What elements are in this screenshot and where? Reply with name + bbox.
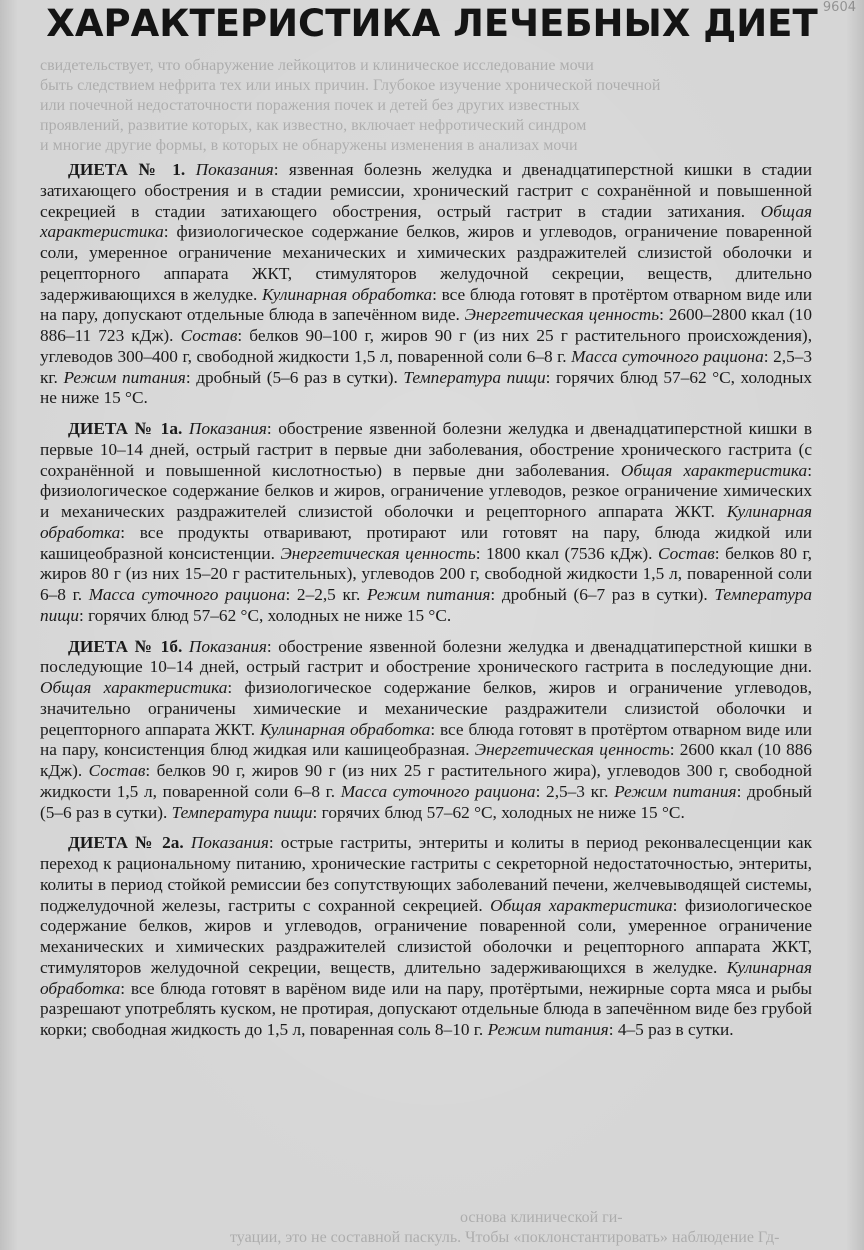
diet-2a-title: ДИЕТА № 2а. [68, 833, 184, 853]
diet-1a-characteristics: физиологическое содержание белков и жиров, ограничение углеводов, резкое ограничение химических и механических раздражителей слизистой оболочки и рецепторного аппарата ЖКТ. [40, 481, 812, 521]
diet-2a-regime-label: Режим питания [487, 1020, 609, 1039]
diet-1b-characteristics: физиологическое содержание белков, жиров и ограничение углеводов, значительно ограничены химические и механические раздражители слизистой оболочки и рецепторного аппарата ЖКТ. [40, 678, 812, 739]
diet-list [40, 160, 812, 1051]
diet-1b-energy-label: Энергетическая ценность [474, 740, 670, 760]
diet-1-cooking-label: Кулинарная обработка [262, 284, 433, 304]
diet-1-indications-label: Показания [195, 160, 274, 179]
bleed-line: или почечной недостаточности поражения почек и детей без других известных [40, 97, 580, 114]
diet-1-energy-label: Энергетическая ценность [464, 305, 660, 325]
diet-1-mass: 2,5–3 кг. [40, 346, 812, 387]
diet-1b-regime-label: Режим питания [614, 781, 737, 801]
diet-1b-mass: 2,5–3 кг. [546, 781, 609, 801]
diet-1b-composition-label: Состав [88, 761, 146, 780]
diet-1b-indications: обострение язвенной болезни желудка и двенадцатиперстной кишки в последующие 10–14 дней, острый гастрит и обострение хронического гастрита в последующие дни. [40, 636, 812, 677]
diet-1a-regime-label: Режим питания [366, 585, 491, 604]
page-corner-mark: 9604 [822, 0, 856, 15]
bleed-line: и многие другие формы, в которых не обнаружены изменения в анализах мочи [40, 137, 578, 154]
diet-1-title: ДИЕТА № 1. [68, 160, 186, 179]
diet-1-temperature: горячих блюд 57–62 °С, холодных не ниже 15 °С. [40, 367, 812, 408]
bleed-line: основа клинической ги- [460, 1209, 623, 1226]
diet-1b-paragraph: ДИЕТА № 1б. Показания: обострение язвенной болезни желудка и двенадцатиперстной кишки в последующие 10–14 дней, острый гастрит и обострение хронического гастрита в последующие дни. Общая характеристика: физиологическое содержание белков, жиров и ограничение углеводов, значительно ограничены химические и механические раздражители слизистой оболочки и рецепторного аппарата ЖКТ. Кулинарная обработка: все блюда готовят в протёртом отварном виде или на пару, консистенция блюд жидкая или кашицеобразная. Энергетическая ценность: 2600 ккал (10 886 кДж). Состав: белков 90 г, жиров 90 г (из них 25 г растительного жира), углеводов 300 г, свободной жидкости 1,5 л, поваренной соли 6–8 г. Масса суточного рациона: 2,5–3 кг. Режим питания: дробный (5–6 раз в сутки). Температура пищи: горячих блюд 57–62 °С, холодных не ниже 15 °С. [40, 636, 813, 822]
diet-1a-indications: обострение язвенной болезни желудка и двенадцатиперстной кишки в первые 10–14 дней, острый гастрит в первые дни заболевания, обострение хронического гастрита (с сохранённой и повышенной кислотностью) в первые дни заболевания. [40, 419, 812, 480]
diet-1-composition-label: Состав [180, 326, 238, 345]
diet-1b-temperature-label: Температура пищи [171, 802, 313, 822]
diet-1-temperature-label: Температура пищи [403, 367, 546, 387]
diet-2a-indications-label: Показания [190, 833, 269, 853]
diet-1-characteristics-label: Общая характеристика [40, 201, 812, 242]
bleed-through-text-bottom [40, 1208, 830, 1248]
diet-2a-characteristics: физиологическое содержание белков, жиров и углеводов, ограничение поваренной соли, умеренное ограничение механических и химических раздражителей слизистой оболочки и рецепторного аппарата ЖКТ, стимуляторов желудочной секреции, веществ, длительно задерживающихся в желудке. [40, 895, 812, 977]
diet-2a-characteristics-label: Общая характеристика [490, 895, 673, 915]
diet-1a-characteristics-label: Общая характеристика [620, 460, 808, 480]
diet-1-regime-label: Режим питания [63, 367, 186, 387]
diet-1-energy: 2600–2800 ккал (10 886–11 723 кДж). [40, 305, 813, 345]
diet-1a-mass: 2–2,5 кг. [296, 585, 361, 604]
diet-1-regime: дробный (5–6 раз в сутки). [196, 367, 398, 387]
diet-1a-title: ДИЕТА № 1а. [68, 419, 183, 438]
diet-1a-paragraph: ДИЕТА № 1а. Показания: обострение язвенной болезни желудка и двенадцатиперстной кишки в первые 10–14 дней, острый гастрит в первые дни заболевания, обострение хронического гастрита (с сохранённой и повышенной кислотностью) в первые дни заболевания. Общая характеристика: физиологическое содержание белков и жиров, ограничение углеводов, резкое ограничение химических и механических раздражителей слизистой оболочки и рецепторного аппарата ЖКТ. Кулинарная обработка: все продукты отваривают, протирают или готовят на пару, блюда жидкой или кашицеобразной консистенции. Энергетическая ценность: 1800 ккал (7536 кДж). Состав: белков 80 г, жиров 80 г (из них 15–20 г растительных), углеводов 200 г, свободной жидкости 1,5 л, поваренной соли 6–8 г. Масса суточного рациона: 2–2,5 кг. Режим питания: дробный (6–7 раз в сутки). Температура пищи: горячих блюд 57–62 °С, холодных не ниже 15 °С. [40, 419, 813, 625]
diet-1a-temperature: горячих блюд 57–62 °С, холодных не ниже 15 °С. [88, 605, 452, 625]
diet-1-indications: язвенная болезнь желудка и двенадцатиперстной кишки в стадии затихающего обострения и в стадии ремиссии, хронический гастрит с сохранённой и повышенной секрецией в стадии затихающего обострения, острый гастрит в стадии затихания. [40, 160, 812, 221]
diet-2a-indications: острые гастриты, энтериты и колиты в период реконвалесценции как переход к рациональному питанию, хронические гастриты с секреторной недостаточностью, энтериты, колиты в период стойкой ремиссии без сопутствующих заболеваний печени, желчевыводящей системы, поджелудочной железы, гастриты с сохранной секрецией. [40, 833, 812, 915]
bleed-line: проявлений, развитие которых, как известно, включает нефротический синдром [40, 117, 587, 134]
bleed-line: быть следствием нефрита тех или иных причин. Глубокое изучение хронической почечной [40, 77, 661, 94]
diet-2a-cooking-label: Кулинарная обработка [40, 957, 812, 998]
bleed-line: туации, это не составной паскуль. Чтобы «поклонстантировать» наблюдение Гд- [230, 1229, 780, 1246]
diet-1a-cooking-label: Кулинарная обработка [40, 502, 812, 542]
diet-1a-regime: дробный (6–7 раз в сутки). [501, 585, 708, 604]
diet-1b-cooking-label: Кулинарная обработка [259, 719, 431, 739]
diet-1-characteristics: физиологическое содержание белков, жиров и углеводов, ограничение поваренной соли, умеренное ограничение механических и химических раздражителей слизистой оболочки и рецепторного аппарата ЖКТ, стимуляторов желудочной секреции, веществ, длительно задерживающихся в желудке. [40, 222, 813, 304]
diet-1-composition: белков 90–100 г, жиров 90 г (из них 25 г растительного происхождения), углеводов 300–400 г, свободной жидкости 1,5 л, поваренной соли 6–8 г. [40, 326, 813, 366]
diet-1b-temperature: горячих блюд 57–62 °С, холодных не ниже 15 °С. [321, 802, 685, 822]
diet-1a-cooking: все продукты отваривают, протирают или готовят на пару, блюда жидкой или кашицеобразной консистенции. [40, 522, 812, 563]
diet-1b-indications-label: Показания [188, 636, 267, 656]
diet-1a-energy-label: Энергетическая ценность [280, 543, 476, 563]
diet-1a-composition: белков 80 г, жиров 80 г (из них 15–20 г растительных), углеводов 200 г, свободной жидкости 1,5 л, поваренной соли 6–8 г. [40, 543, 812, 604]
diet-1b-cooking: все блюда готовят в протёртом отварном виде или на пару, консистенция блюд жидкая или кашицеобразная. [40, 719, 812, 760]
bleed-line: свидетельствует, что обнаружение лейкоцитов и клиническое исследование мочи [40, 57, 594, 74]
diet-1-paragraph: ДИЕТА № 1. Показания: язвенная болезнь желудка и двенадцатиперстной кишки в стадии затихающего обострения и в стадии ремиссии, хронический гастрит с сохранённой и повышенной секрецией в стадии затихающего обострения, острый гастрит в стадии затихания. Общая характеристика: физиологическое содержание белков, жиров и углеводов, ограничение поваренной соли, умеренное ограничение механических и химических раздражителей слизистой оболочки и рецепторного аппарата ЖКТ, стимуляторов желудочной секреции, веществ, длительно задерживающихся в желудке. Кулинарная обработка: все блюда готовят в протёртом отварном виде или на пару, допускают отдельные блюда в запечённом виде. Энергетическая ценность: 2600–2800 ккал (10 886–11 723 кДж). Состав: белков 90–100 г, жиров 90 г (из них 25 г растительного происхождения), углеводов 300–400 г, свободной жидкости 1,5 л, поваренной соли 6–8 г. Масса суточного рациона: 2,5–3 кг. Режим питания: дробный (5–6 раз в сутки). Температура пищи: горячих блюд 57–62 °С, холодных не ниже 15 °С. [40, 160, 813, 408]
diet-1b-characteristics-label: Общая характеристика [40, 678, 228, 697]
bleed-through-text-top [40, 56, 830, 156]
diet-1b-regime: дробный (5–6 раз в сутки). [40, 781, 813, 822]
diet-1a-indications-label: Показания [188, 419, 267, 438]
diet-1b-energy: 2600 ккал (10 886 кДж). [40, 740, 812, 780]
diet-1b-title: ДИЕТА № 1б. [68, 636, 183, 656]
diet-1b-mass-label: Масса суточного рациона [340, 781, 536, 801]
diet-1-mass-label: Масса суточного рациона [571, 346, 764, 366]
diet-1a-mass-label: Масса суточного рациона [88, 585, 286, 604]
diet-1a-composition-label: Состав [658, 543, 715, 563]
diet-1-cooking: все блюда готовят в протёртом отварном виде или на пару, допускают отдельные блюда в запечённом виде. [40, 284, 812, 325]
diet-2a-paragraph: ДИЕТА № 2а. Показания: острые гастриты, энтериты и колиты в период реконвалесценции как переход к рациональному питанию, хронические гастриты с секреторной недостаточностью, энтериты, колиты в период стойкой ремиссии без сопутствующих заболеваний печени, желчевыводящей системы, поджелудочной железы, гастриты с сохранной секрецией. Общая характеристика: физиологическое содержание белков, жиров и углеводов, ограничение поваренной соли, умеренное ограничение механических и химических раздражителей слизистой оболочки и рецепторного аппарата ЖКТ, стимуляторов желудочной секреции, веществ, длительно задерживающихся в желудке. Кулинарная обработка: все блюда готовят в варёном виде или на пару, протёртыми, нежирные сорта мяса и рыбы разрешают употреблять куском, не протирая, допускают отдельные блюда в запечённом виде без грубой корки; свободная жидкость до 1,5 л, поваренная соль 8–10 г. Режим питания: 4–5 раз в сутки. [40, 833, 812, 1039]
diet-2a-regime: 4–5 раз в сутки. [617, 1020, 734, 1039]
diet-1a-energy: 1800 ккал (7536 кДж). [486, 543, 653, 563]
diet-1a-temperature-label: Температура пищи [40, 585, 813, 625]
page-title: ХАРАКТЕРИСТИКА ЛЕЧЕБНЫХ ДИЕТ [46, 2, 818, 45]
diet-2a-cooking: все блюда готовят в варёном виде или на пару, протёртыми, нежирные сорта мяса и рыбы разрешают употреблять куском, не протирая, допускают отдельные блюда в запечённом виде без грубой корки; свободная жидкость до 1,5 л, поваренная соль 8–10 г. [40, 978, 812, 1039]
diet-1b-composition: белков 90 г, жиров 90 г (из них 25 г растительного жира), углеводов 300 г, свободной жидкости 1,5 л, поваренной соли 6–8 г. [40, 761, 813, 801]
